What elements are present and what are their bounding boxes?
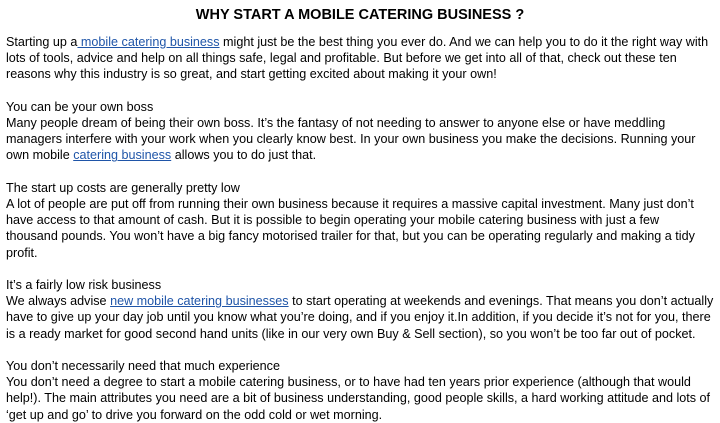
section-paragraph: A lot of people are put off from running their own business because it requires a massive capital investment. Many just don’t have access to that amount of cash. But it is possible to begin operating your mobile catering business with just a few thousand pounds. You won’t have a big fancy motorised trailer for that, but you can be operating regularly and making a tidy profit. — [6, 197, 695, 260]
section-text-after: allows you to do just that. — [171, 148, 317, 163]
paragraph-spacer — [6, 164, 714, 180]
section-heading: You can be your own boss — [6, 99, 154, 114]
section-paragraph — [6, 293, 714, 342]
document-body — [6, 34, 714, 423]
section-heading: The start up costs are generally pretty low — [6, 180, 240, 195]
section-startup-costs — [6, 180, 714, 261]
document-title: WHY START A MOBILE CATERING BUSINESS ? — [195, 7, 525, 23]
intro-text-before: Starting up a — [6, 35, 78, 49]
section-heading: It’s a fairly low risk business — [6, 278, 162, 292]
new-mobile-catering-businesses-link[interactable]: new mobile catering businesses — [110, 294, 289, 309]
section-paragraph — [6, 115, 714, 164]
section-experience — [6, 358, 714, 423]
section-paragraph: You don’t need a degree to start a mobile catering business, or to have had ten years prior experience (although that would help!). The main attributes you need are a bit of business understanding, good people skills, a hard working attitude and lots of ‘get up and go’ to drive you forward on the odd cold or wet morning. — [6, 375, 711, 422]
section-low-risk — [6, 277, 714, 342]
paragraph-spacer — [6, 342, 714, 358]
paragraph-spacer — [6, 261, 714, 277]
section-text-before: We always advise — [6, 294, 111, 309]
section-text-before: Many people dream of being their own boss. It’s the fantasy of not needing to answer to anyone else or have meddling managers interfere with your work when you clearly know best. In your own business you make the decisions. Running your own mobile — [6, 116, 696, 163]
section-own-boss — [6, 99, 714, 164]
paragraph-spacer — [6, 83, 714, 99]
mobile-catering-business-link[interactable]: mobile catering business — [77, 35, 220, 49]
intro-paragraph — [6, 34, 714, 83]
section-text-after: to start operating at weekends and evenings. That means you don’t actually have to give up your day job until you know what you’re doing, and if you enjoy it.In addition, if you decide it’s not for you, there is a ready market for good second hand units (like in our very own Buy & Sell section), so you won’t be too far out of pocket. — [6, 294, 714, 341]
intro-text-after: might just be the best thing you ever do. And we can help you to do it the right way with lots of tools, advice and help on all things safe, legal and profitable. But before we get into all of that, check out these ten reasons why this industry is so great, and start getting excited about making it your own! — [6, 35, 709, 82]
catering-business-link[interactable]: catering business — [73, 148, 172, 163]
section-heading: You don’t necessarily need that much experience — [6, 359, 280, 373]
